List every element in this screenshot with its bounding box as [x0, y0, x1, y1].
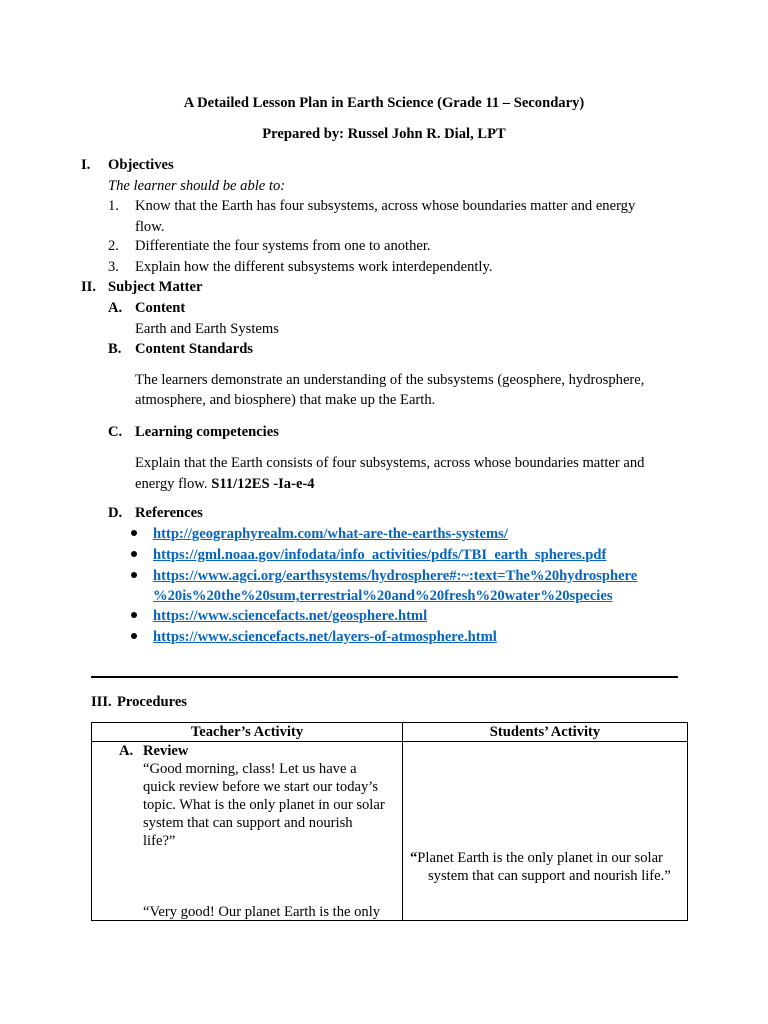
bullet-icon: [131, 530, 137, 536]
section-number-procedures: III.: [91, 694, 112, 710]
procedures-table: [91, 722, 688, 921]
document-title: A Detailed Lesson Plan in Earth Science (Grade 11 – Secondary): [183, 95, 585, 111]
subsection-letter: C.: [108, 424, 123, 440]
reference-link-agci-continued[interactable]: %20is%20the%20sum,terrestrial%20and%20fresh%20water%20species: [153, 588, 613, 604]
bullet-icon: [131, 551, 137, 557]
reference-link-geosphere[interactable]: https://www.sciencefacts.net/geosphere.html: [153, 608, 428, 624]
column-header-teacher: Teacher’s Activity: [92, 723, 403, 742]
objective-item: Know that the Earth has four subsystems, across whose boundaries matter and energy: [135, 198, 636, 214]
content-standards-text: The learners demonstrate an understanding of the subsystems (geosphere, hydrosphere,: [135, 372, 645, 388]
table-header-row: [92, 723, 688, 742]
objectives-heading: Objectives: [108, 157, 174, 173]
teacher-followup: “Very good! Our planet Earth is the only: [143, 904, 381, 920]
objective-number: 2.: [108, 238, 119, 254]
review-letter: A.: [119, 743, 134, 759]
content-heading: Content: [135, 300, 186, 316]
teacher-prompt: [143, 760, 398, 850]
objective-number: 1.: [108, 198, 119, 214]
section-number-objectives: I.: [81, 157, 91, 173]
objective-item: Explain how the different subsystems work interdependently.: [135, 259, 493, 275]
reference-link-agci[interactable]: https://www.agci.org/earthsystems/hydrosphere#:~:text=The%20hydrosphere: [153, 568, 638, 584]
teacher-activity-cell: [92, 742, 403, 921]
subsection-letter: D.: [108, 505, 123, 521]
competencies-text: Explain that the Earth consists of four subsystems, across whose boundaries matter and: [135, 455, 645, 471]
section-number-subject-matter: II.: [81, 279, 97, 295]
table-row: [92, 742, 688, 921]
content-text: Earth and Earth Systems: [135, 321, 279, 337]
teacher-prompt-line: system that can support and nourish: [143, 815, 353, 831]
objectives-intro: The learner should be able to:: [108, 178, 286, 194]
reference-link-noaa[interactable]: https://gml.noaa.gov/infodata/info_activities/pdfs/TBI_earth_spheres.pdf: [153, 547, 607, 563]
teacher-prompt-line: life?”: [143, 833, 176, 849]
bullet-icon: [131, 572, 137, 578]
bullet-icon: [131, 633, 137, 639]
prepared-by: Prepared by: Russel John R. Dial, LPT: [262, 126, 506, 142]
competencies-text-continued: [135, 474, 315, 494]
student-answer: [410, 849, 663, 867]
review-heading: Review: [143, 743, 189, 759]
objective-number: 3.: [108, 259, 119, 275]
procedures-heading: Procedures: [117, 694, 187, 710]
subject-matter-heading: Subject Matter: [108, 279, 203, 295]
teacher-prompt-line: quick review before we start our today’s: [143, 779, 379, 795]
references-heading: References: [135, 505, 203, 521]
student-answer-continued: system that can support and nourish life.”: [428, 868, 671, 884]
reference-link-atmosphere[interactable]: https://www.sciencefacts.net/layers-of-atmosphere.html: [153, 629, 497, 645]
students-activity-cell: [403, 742, 688, 921]
column-header-students: Students’ Activity: [403, 723, 688, 742]
objective-item-continued: flow.: [135, 219, 165, 235]
section-divider: [91, 676, 678, 678]
content-standards-heading: Content Standards: [135, 341, 253, 357]
reference-link-geographyrealm[interactable]: http://geographyrealm.com/what-are-the-earths-systems/: [153, 526, 508, 542]
learning-competencies-heading: Learning competencies: [135, 424, 279, 440]
competencies-text-tail: energy flow.: [135, 476, 212, 492]
content-standards-text-continued: atmosphere, and biosphere) that make up the Earth.: [135, 392, 436, 408]
teacher-prompt-line: “Good morning, class! Let us have a: [143, 761, 357, 777]
teacher-prompt-line: topic. What is the only planet in our solar: [143, 797, 385, 813]
subsection-letter: B.: [108, 341, 122, 357]
objective-item: Differentiate the four systems from one to another.: [135, 238, 431, 254]
student-answer-open-quote: “: [410, 850, 418, 866]
student-answer-line: Planet Earth is the only planet in our solar: [417, 850, 663, 866]
bullet-icon: [131, 612, 137, 618]
subsection-letter: A.: [108, 300, 123, 316]
competency-code: S11/12ES -Ia-e-4: [211, 476, 315, 492]
